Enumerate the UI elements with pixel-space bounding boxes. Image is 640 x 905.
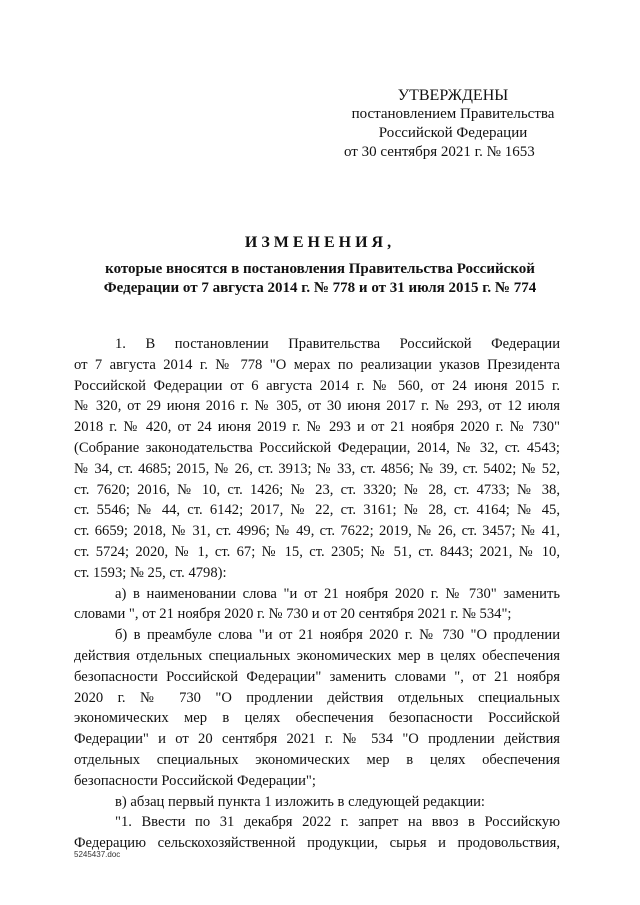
body-line: от 7 августа 2014 г. № 778 "О мерах по реализации указов Президента	[74, 356, 560, 373]
body-line: отдельных специальных экономических мер в целях обеспечения	[74, 751, 560, 768]
body-line: Российской Федерации от 6 августа 2014 г. № 560, от 24 июня 2015 г.	[74, 377, 560, 394]
body-line: "1. Ввести по 31 декабря 2022 г. запрет на ввоз в Российскую	[115, 814, 560, 831]
body-line: б) в преамбуле слова "и от 21 ноября 2020 г. № 730 "О продлении	[115, 627, 560, 644]
document-title: ИЗМЕНЕНИЯ,	[244, 234, 396, 251]
body-line: а) в наименовании слова "и от 21 ноября 2020 г. № 730" заменить	[115, 585, 560, 602]
body-line: действия отдельных специальных экономических мер в целях обеспечения	[74, 647, 560, 664]
document-body	[74, 334, 560, 854]
body-line: 1. В постановлении Правительства Российской Федерации	[115, 336, 560, 352]
approval-line-3: Российской Федерации	[378, 125, 528, 141]
approval-heading: УТВЕРЖДЕНЫ	[397, 87, 509, 104]
body-line: № 34, ст. 4685; 2015, № 26, ст. 3913; № 33, ст. 4856; № 39, ст. 5402; № 52,	[74, 460, 560, 477]
approval-block	[338, 86, 568, 162]
body-line: 2020 г. № 730 "О продлении действия отдельных специальных	[74, 689, 560, 706]
body-line: ст. 5724; 2020, № 1, ст. 67; № 15, ст. 2305; № 51, ст. 8443; 2021, № 10,	[74, 543, 560, 560]
body-line: Федерации" и от 20 сентября 2021 г. № 534 "О продлении действия	[74, 731, 560, 748]
approval-line-2: постановлением Правительства	[351, 106, 555, 122]
approval-date: от 30 сентября 2021 г. № 1653	[344, 144, 535, 160]
body-line: ст. 1593; № 25, ст. 4798):	[74, 564, 227, 581]
subtitle-line-1: которые вносятся в постановления Правительства Российской	[105, 261, 535, 277]
body-line: ст. 6659; 2018, № 31, ст. 4996; № 49, ст. 7622; 2019, № 26, ст. 3457; № 41,	[74, 523, 560, 540]
body-line: словами ", от 21 ноября 2020 г. № 730 и от 20 сентября 2021 г. № 534";	[74, 606, 512, 623]
body-line: № 320, от 29 июня 2016 г. № 305, от 30 июня 2017 г. № 293, от 12 июля	[74, 398, 560, 415]
body-line: ст. 7620; 2016, № 10, ст. 1426; № 23, ст. 3320; № 28, ст. 4733; № 38,	[74, 481, 560, 498]
body-line: Федерацию сельскохозяйственной продукции, сырья и продовольствия,	[74, 835, 560, 852]
body-line: экономических мер в целях обеспечения безопасности Российской	[74, 710, 560, 727]
body-line: 2018 г. № 420, от 24 июня 2019 г. № 293 и от 21 ноября 2020 г. № 730"	[74, 419, 560, 436]
document-subtitle	[60, 260, 580, 298]
body-line: (Собрание законодательства Российской Федерации, 2014, № 32, ст. 4543;	[74, 439, 560, 456]
body-line: ст. 5546; № 44, ст. 6142; 2017, № 22, ст. 3161; № 28, ст. 4164; № 45,	[74, 502, 560, 519]
body-line: безопасности Российской Федерации" заменить словами ", от 21 ноября	[74, 668, 560, 685]
body-line: в) абзац первый пункта 1 изложить в следующей редакции:	[115, 793, 485, 810]
subtitle-line-2: Федерации от 7 августа 2014 г. № 778 и от 31 июля 2015 г. № 774	[103, 280, 537, 296]
body-line: безопасности Российской Федерации";	[74, 772, 316, 789]
file-code: 5245437.doc	[74, 850, 121, 859]
